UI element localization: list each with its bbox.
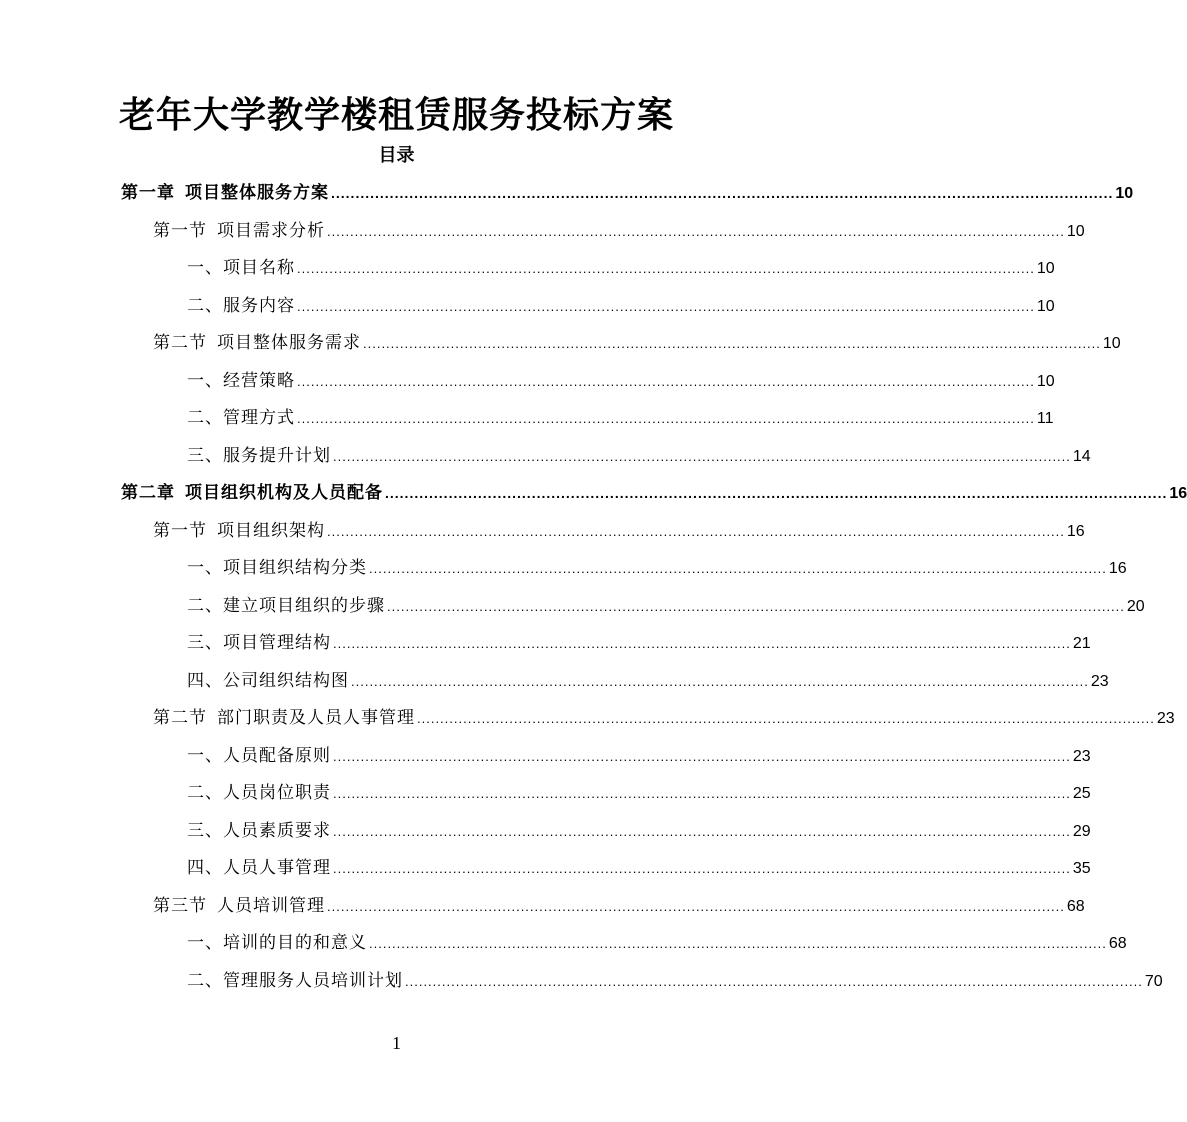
toc-entry-text: 项目管理结构 (223, 633, 331, 653)
toc-entry-label (153, 213, 325, 249)
toc-entry[interactable] (187, 663, 1109, 699)
toc-entry[interactable] (153, 325, 1121, 361)
toc-entry-label (187, 625, 331, 661)
toc-entry-prefix: 四、 (187, 858, 223, 878)
toc-entry-label (121, 475, 383, 511)
toc-entry[interactable] (153, 513, 1085, 549)
dot-leader: ................................................................................................................................................................ (387, 598, 1125, 614)
toc-entry-prefix: 三、 (187, 633, 223, 653)
toc-entry-label (187, 550, 367, 586)
toc-entry-label (153, 513, 325, 549)
dot-leader: ................................................................................................................................................................ (333, 448, 1071, 464)
toc-entry-page: 10 (1115, 185, 1134, 202)
toc-entry-page: 23 (1156, 710, 1175, 727)
toc-entry-text: 公司组织结构图 (223, 670, 349, 691)
toc-entry[interactable] (187, 400, 1054, 436)
toc-entry-text: 项目组织结构分类 (223, 558, 367, 578)
toc-entry[interactable] (187, 963, 1163, 999)
dot-leader: ................................................................................................................................................................ (327, 223, 1065, 239)
toc-entry-text: 人员岗位职责 (223, 783, 331, 803)
toc-entry-prefix: 第一节 (153, 520, 207, 541)
toc-entry-page: 14 (1072, 447, 1091, 465)
toc-entry[interactable] (187, 250, 1055, 286)
toc-entry[interactable] (187, 775, 1091, 811)
toc-entry-page: 23 (1072, 747, 1091, 765)
toc-entry-page: 10 (1102, 335, 1121, 352)
toc-entry-prefix: 一、 (187, 933, 223, 953)
toc-entry-text: 服务内容 (223, 295, 295, 316)
toc-entry[interactable] (153, 888, 1085, 924)
toc-entry-label (187, 813, 331, 849)
dot-leader: ................................................................................................................................................................ (297, 373, 1035, 389)
toc-entry-text: 项目组织机构及人员配备 (185, 483, 383, 503)
toc-entry-text: 人员人事管理 (223, 858, 331, 878)
toc-entry-prefix: 四、 (187, 670, 223, 691)
dot-leader: ................................................................................................................................................................ (351, 673, 1089, 689)
toc-entry-label (153, 700, 415, 736)
toc-entry[interactable] (153, 213, 1085, 249)
toc-entry-prefix: 第一章 (121, 183, 175, 203)
toc-entry[interactable] (187, 625, 1091, 661)
toc-entry[interactable] (187, 925, 1127, 961)
toc-entry[interactable] (187, 588, 1145, 624)
toc-entry-text: 项目名称 (223, 258, 295, 278)
toc-entry-prefix: 一、 (187, 258, 223, 278)
toc-entry-label (187, 363, 295, 399)
toc-entry-prefix: 第一节 (153, 220, 207, 241)
dot-leader: ................................................................................................................................................................ (333, 636, 1071, 651)
toc-entry-text: 人员培训管理 (217, 895, 325, 916)
toc-entry-page: 70 (1144, 972, 1163, 990)
toc-heading: 目录 (378, 145, 415, 166)
toc-entry-prefix: 第三节 (153, 895, 207, 916)
toc-entry-page: 35 (1072, 860, 1091, 877)
toc-entry-page: 20 (1126, 597, 1145, 615)
dot-leader: ................................................................................................................................................................ (333, 823, 1071, 839)
dot-leader: ................................................................................................................................................................ (297, 411, 1035, 426)
toc-entry-page: 10 (1036, 260, 1055, 277)
toc-entry-prefix: 三、 (187, 445, 223, 466)
toc-entry-label (187, 400, 295, 436)
toc-entry-text: 人员素质要求 (223, 820, 331, 841)
dot-leader: ................................................................................................................................................................ (333, 748, 1071, 764)
toc-entry-text: 项目整体服务需求 (217, 333, 361, 353)
toc-entry-label (153, 888, 325, 924)
toc-entry-prefix: 三、 (187, 820, 223, 841)
dot-leader: ................................................................................................................................................................ (331, 185, 1114, 201)
toc-entry-page: 29 (1072, 822, 1091, 840)
toc-entry-label (187, 250, 295, 286)
toc-entry-prefix: 一、 (187, 745, 223, 766)
document-title: 老年大学教学楼租赁服务投标方案 (118, 94, 674, 136)
toc-entry-prefix: 第二节 (153, 708, 207, 728)
toc-entry-text: 人员配备原则 (223, 745, 331, 766)
page-number: 1 (392, 1033, 401, 1053)
toc-entry-label (187, 925, 367, 961)
toc-entry[interactable] (153, 700, 1175, 736)
toc-entry-page: 10 (1066, 222, 1085, 240)
toc-entry-page: 21 (1072, 635, 1091, 652)
toc-entry-text: 项目整体服务方案 (185, 183, 329, 203)
toc-entry-text: 经营策略 (223, 370, 295, 391)
toc-entry-label (187, 663, 349, 699)
toc-entry[interactable] (187, 288, 1055, 324)
dot-leader: ................................................................................................................................................................ (405, 973, 1143, 989)
dot-leader: ................................................................................................................................................................ (369, 936, 1107, 951)
toc-entry-prefix: 第二章 (121, 483, 175, 503)
toc-entry-page: 11 (1036, 410, 1054, 427)
toc-entry-page: 68 (1066, 897, 1085, 915)
dot-leader: ................................................................................................................................................................ (297, 298, 1035, 314)
dot-leader: ................................................................................................................................................................ (297, 261, 1035, 276)
toc-entry-prefix: 一、 (187, 558, 223, 578)
toc-entry-prefix: 二、 (187, 970, 223, 991)
dot-leader: ................................................................................................................................................................ (333, 786, 1071, 801)
toc-entry[interactable] (187, 550, 1127, 586)
toc-entry[interactable] (187, 850, 1091, 886)
toc-entry-label (187, 738, 331, 774)
toc-entry-label (153, 325, 361, 361)
toc-entry-text: 项目组织架构 (217, 520, 325, 541)
dot-leader: ................................................................................................................................................................ (417, 711, 1155, 726)
toc-entry-label (187, 438, 331, 474)
toc-entry-label (187, 775, 331, 811)
toc-entry[interactable] (121, 475, 1187, 511)
dot-leader: ................................................................................................................................................................ (369, 561, 1107, 576)
toc-entry-text: 项目需求分析 (217, 220, 325, 241)
dot-leader: ................................................................................................................................................................ (333, 861, 1071, 876)
toc-entry-prefix: 二、 (187, 295, 223, 316)
toc-entry-prefix: 二、 (187, 595, 223, 616)
toc-entry-prefix: 一、 (187, 370, 223, 391)
toc-entry[interactable] (187, 738, 1091, 774)
toc-entry-page: 16 (1066, 522, 1085, 540)
toc-entry-page: 10 (1036, 297, 1055, 315)
toc-entry-page: 25 (1072, 785, 1091, 802)
toc-entry-label (187, 850, 331, 886)
toc-entry-page: 16 (1169, 485, 1187, 502)
toc-entry-text: 建立项目组织的步骤 (223, 595, 385, 616)
toc-entry-text: 部门职责及人员人事管理 (217, 708, 415, 728)
dot-leader: ................................................................................................................................................................ (363, 336, 1101, 351)
toc-entry-prefix: 二、 (187, 783, 223, 803)
toc-entry-prefix: 二、 (187, 408, 223, 428)
toc-entry-page: 10 (1036, 372, 1055, 390)
toc-entry[interactable] (187, 438, 1091, 474)
toc-entry-text: 培训的目的和意义 (223, 933, 367, 953)
dot-leader: ................................................................................................................................................................ (327, 898, 1065, 914)
dot-leader: ................................................................................................................................................................ (327, 523, 1065, 539)
toc-entry-text: 服务提升计划 (223, 445, 331, 466)
toc-entry-page: 16 (1108, 560, 1127, 577)
toc-entry-label (187, 288, 295, 324)
toc-entry-page: 68 (1108, 935, 1127, 952)
toc-entry[interactable] (187, 813, 1091, 849)
toc-entry-text: 管理方式 (223, 408, 295, 428)
toc-entry-label (187, 963, 403, 999)
dot-leader: ................................................................................................................................................................ (385, 485, 1168, 501)
toc-entry[interactable] (121, 175, 1134, 211)
toc-entry-page: 23 (1090, 672, 1109, 690)
toc-entry-text: 管理服务人员培训计划 (223, 970, 403, 991)
toc-entry-label (121, 175, 329, 211)
toc-entry[interactable] (187, 363, 1055, 399)
toc-entry-label (187, 588, 385, 624)
toc-entry-prefix: 第二节 (153, 333, 207, 353)
